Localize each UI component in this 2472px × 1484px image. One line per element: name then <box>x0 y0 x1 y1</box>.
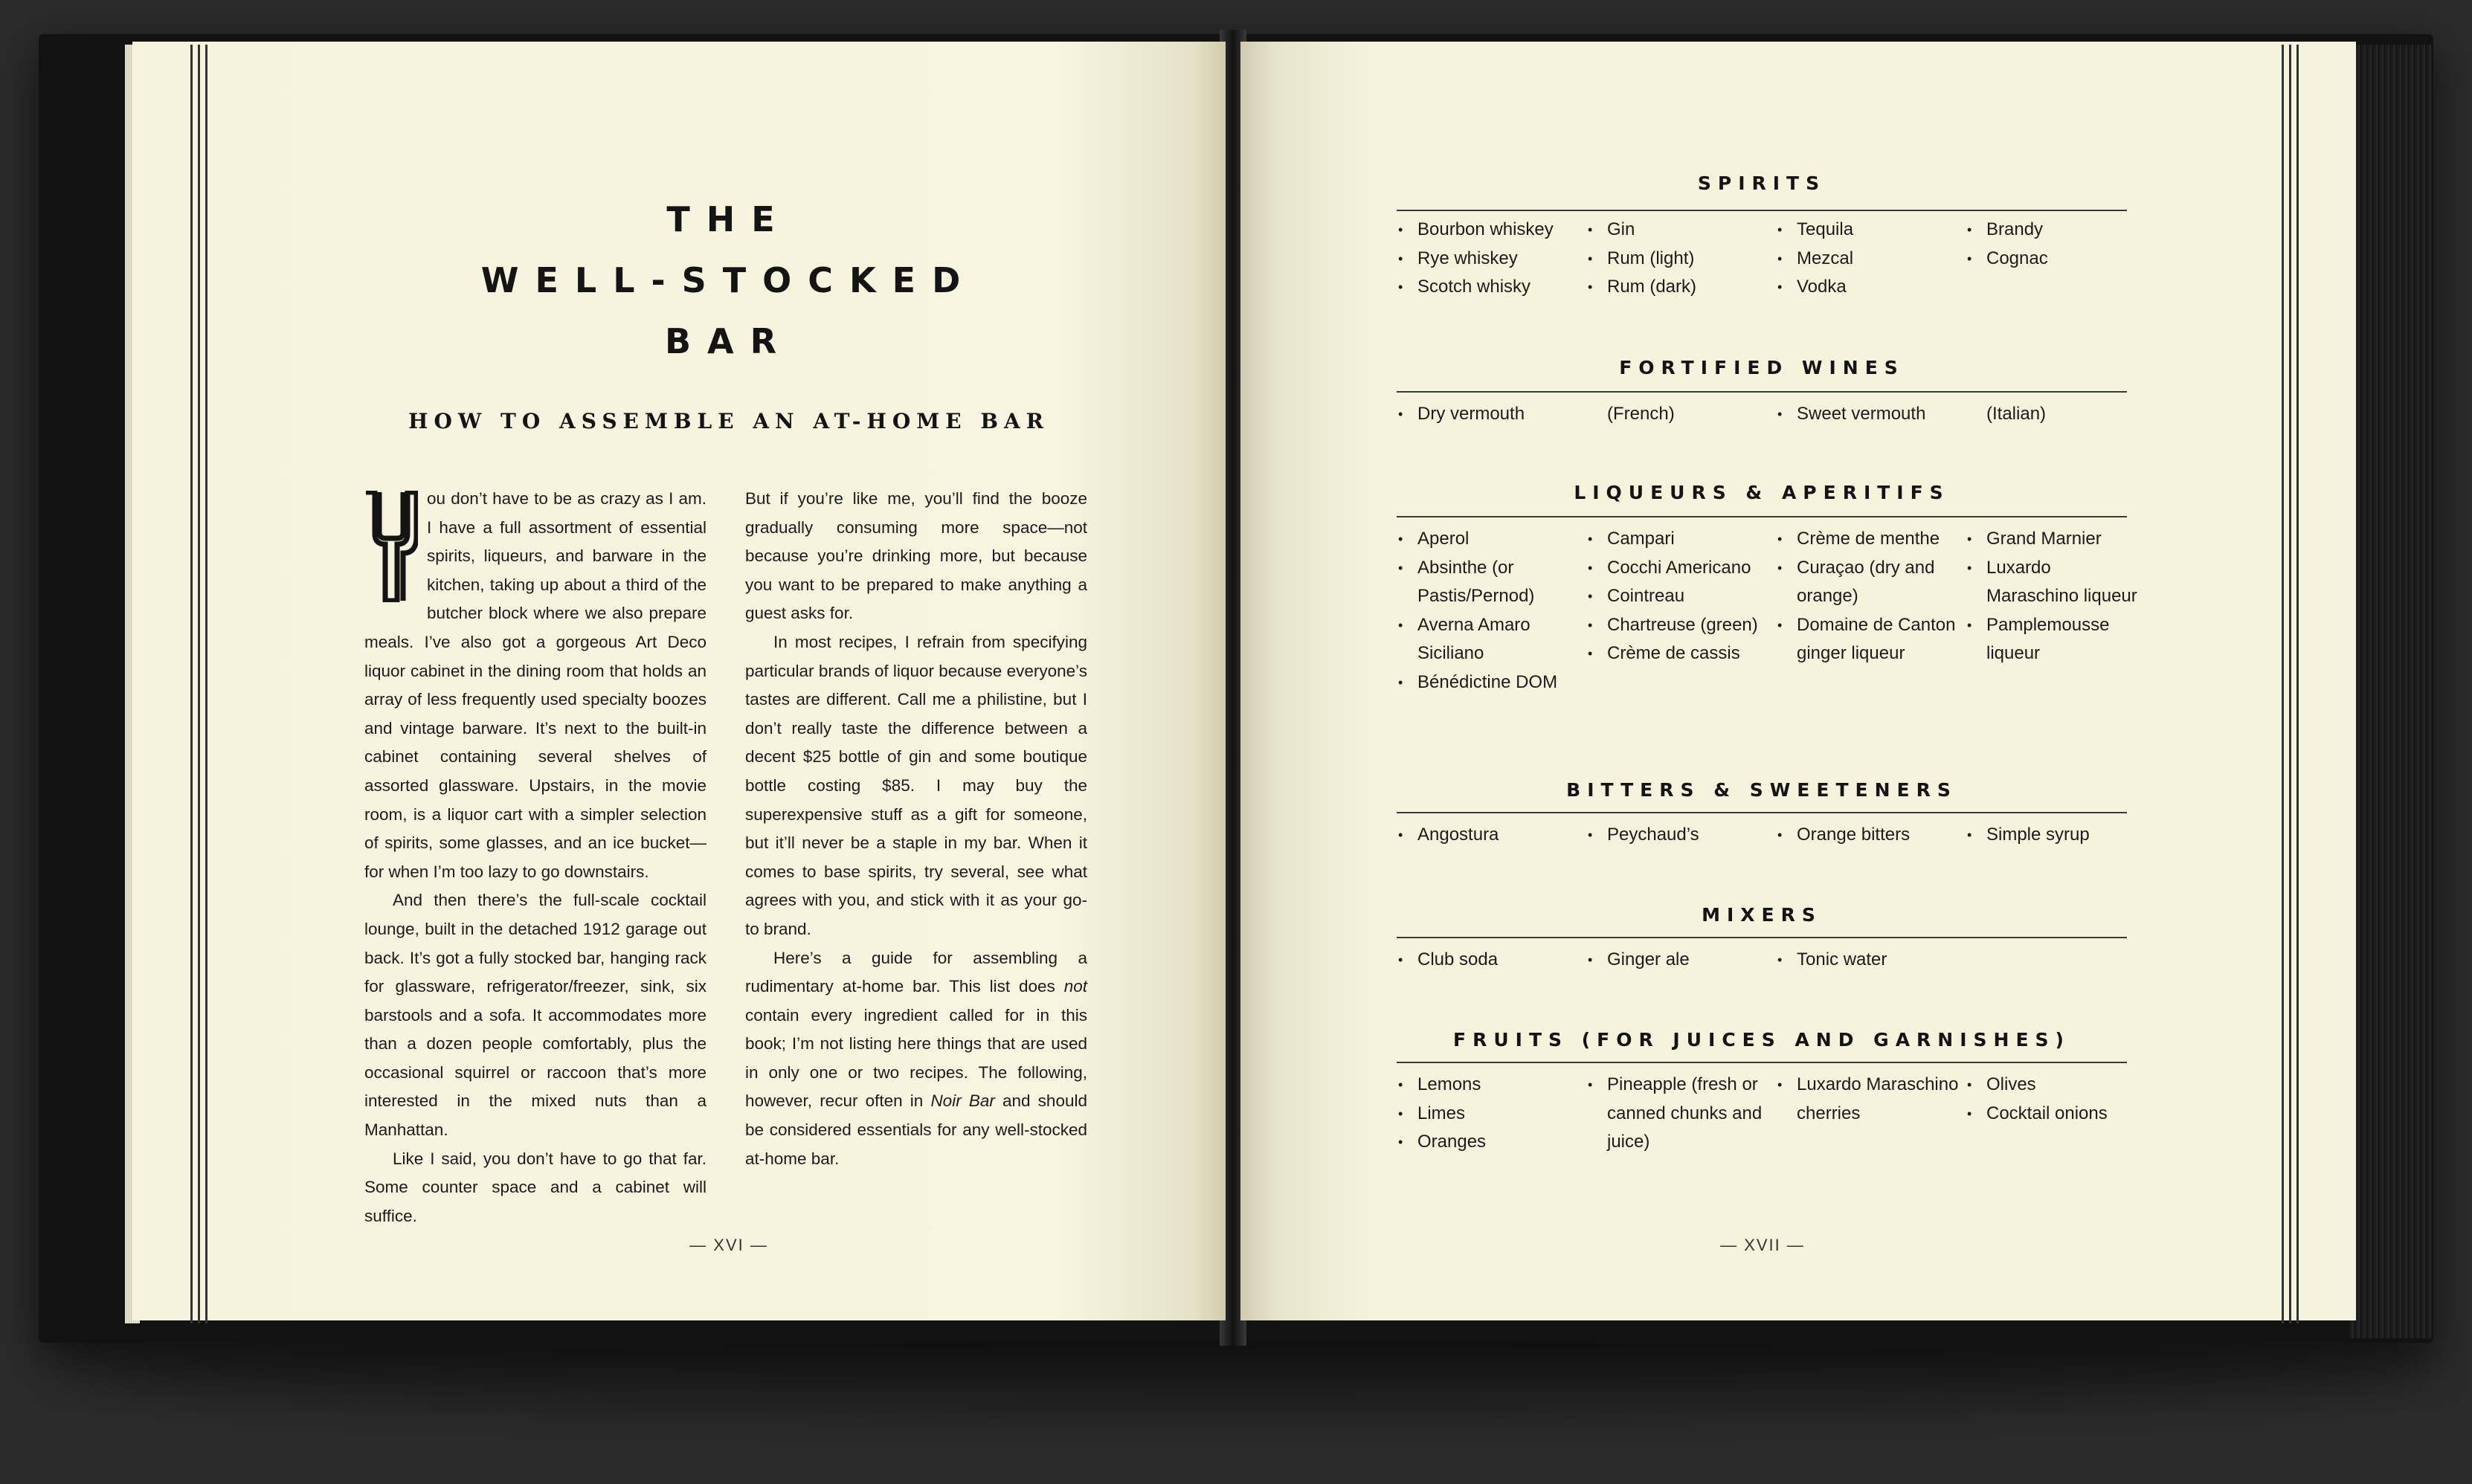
list-item: • Limes <box>1397 1100 1586 1129</box>
page-border-rule <box>2296 45 2299 1323</box>
page-number-right: — XVII — <box>1720 1236 1805 1254</box>
list-column <box>1966 946 2140 975</box>
section-rule <box>1397 516 2127 517</box>
page-border-rule <box>190 45 193 1323</box>
list-column <box>1397 946 1586 975</box>
list-item: • Luxardo Maraschino liqueur <box>1966 554 2140 611</box>
section-heading-bitters-sweeteners: BITTERS & SWEETENERS <box>1566 779 1957 801</box>
list-column <box>1966 525 2140 697</box>
chapter-subtitle: HOW TO ASSEMBLE AN AT-HOME BAR <box>408 409 1049 433</box>
list-item: • Luxardo Maraschino cherries <box>1776 1071 1966 1128</box>
page-border-rule <box>198 45 200 1323</box>
book-title-noir-bar: Noir Bar <box>930 1091 995 1111</box>
list-column <box>1586 525 1776 697</box>
list-item: • Pamplemousse liqueur <box>1966 611 2140 668</box>
section-rule <box>1397 1062 2127 1063</box>
section-rule <box>1397 937 2127 938</box>
list-column <box>1586 821 1776 850</box>
list-item: • Sweet vermouth <box>1776 400 1966 429</box>
list-column <box>1776 821 1966 850</box>
list-item: (Italian) <box>1986 404 2047 424</box>
list-item: • Scotch whisky <box>1397 273 1586 302</box>
section-heading-fruits: FRUITS (FOR JUICES AND GARNISHES) <box>1453 1029 2070 1051</box>
list-item: • Grand Marnier <box>1966 525 2140 554</box>
page-border-rule <box>2289 45 2291 1323</box>
list-column <box>1397 821 1586 850</box>
page-block-edge <box>2350 45 2432 1338</box>
list-column <box>1586 946 1776 975</box>
dropcap-y-ornament <box>364 491 418 602</box>
list-item: • Aperol <box>1397 525 1586 554</box>
section-rule <box>1397 210 2127 211</box>
list-bitters-sweeteners <box>1397 821 2140 850</box>
paragraph: Like I said, you don’t have to go that far. Some counter space and a cabinet will suffice. <box>364 1149 706 1225</box>
list-item: • Club soda <box>1397 946 1586 975</box>
body-column-1 <box>364 485 706 1230</box>
body-column-2 <box>745 485 1087 1173</box>
section-heading-fortified-wines: FORTIFIED WINES <box>1619 357 1905 378</box>
text-run: Here’s a guide for assembling a rudimentary at-home bar. This list does <box>745 948 1087 996</box>
list-item: • Curaçao (dry and orange) <box>1776 554 1966 611</box>
list-column <box>1776 400 1966 429</box>
list-column <box>1586 1071 1776 1157</box>
list-fruits <box>1397 1071 2140 1157</box>
chapter-title-line-2: WELL-STOCKED <box>480 260 977 300</box>
list-item: • Vodka <box>1776 273 1966 302</box>
list-column <box>1397 400 1586 429</box>
list-mixers <box>1397 946 2140 975</box>
list-column <box>1776 216 1966 302</box>
page-border-rule <box>205 45 207 1323</box>
chapter-title-line-3: BAR <box>664 321 794 361</box>
list-item: • Tequila <box>1776 216 1966 245</box>
paragraph: In most recipes, I refrain from specifying particular brands of liquor because everyone’s tastes are different. Call me a philistine, but I don’t really taste the difference between a decent $25 bottle of gin and some boutique bottle costing $85. I may buy the superexpensive stuff as a gift for someone, but it’ll never be a staple in my bar. When it comes to base spirits, try several, see what agrees with you, and stick with it as your go-to brand. <box>745 632 1087 938</box>
list-item: • Cocktail onions <box>1966 1100 2140 1129</box>
list-column <box>1776 525 1966 697</box>
list-column <box>1397 1071 1586 1157</box>
list-column <box>1776 1071 1966 1157</box>
list-item: • Cointreau <box>1586 582 1776 611</box>
list-fortified-wines <box>1397 400 2140 429</box>
list-item: • Absinthe (or Pastis/Pernod) <box>1397 554 1586 611</box>
list-item: • Cognac <box>1966 245 2140 274</box>
list-item: • Averna Amaro Siciliano <box>1397 611 1586 668</box>
list-item: • Campari <box>1586 525 1776 554</box>
paragraph: But if you’re like me, you’ll find the booze gradually consuming more space—not because you’re drinking more, but because you want to be prepared to make anything a guest asks for. <box>745 489 1087 623</box>
list-column <box>1966 1071 2140 1157</box>
section-heading-mixers: MIXERS <box>1702 904 1822 926</box>
page-number-left: — XVI — <box>689 1236 768 1254</box>
list-item: • Rum (light) <box>1586 245 1776 274</box>
list-column <box>1397 525 1586 697</box>
paragraph-guide <box>745 944 1087 1174</box>
list-item: • Domaine de Canton ginger liqueur <box>1776 611 1966 668</box>
paragraph: And then there’s the full-scale cocktail lounge, built in the detached 1912 garage out back. It’s got a fully stocked bar, hanging rack for glassware, refrigerator/freezer, sink, six barstools and a sofa. It accommodates more than a dozen people comfortably, plus the occasional squirrel or raccoon that’s more interested in the mixed nuts than a Manhattan. <box>364 891 706 1140</box>
list-column <box>1966 821 2140 850</box>
list-item: • Brandy <box>1966 216 2140 245</box>
section-heading-liqueurs-aperitifs: LIQUEURS & APERITIFS <box>1574 482 1950 503</box>
list-item: • Simple syrup <box>1966 821 2140 850</box>
text-run: and should be considered essentials for any well-stocked at-home bar. <box>745 1091 1087 1168</box>
list-item: • Pineapple (fresh or canned chunks and juice) <box>1586 1071 1776 1157</box>
chapter-title-line-1: THE <box>666 199 791 239</box>
list-item: • Olives <box>1966 1071 2140 1100</box>
list-item: • Orange bitters <box>1776 821 1966 850</box>
list-item: • Mezcal <box>1776 245 1966 274</box>
list-item: • Crème de cassis <box>1586 639 1776 668</box>
list-column <box>1586 216 1776 302</box>
list-item: • Bourbon whiskey <box>1397 216 1586 245</box>
section-heading-spirits: SPIRITS <box>1697 172 1826 194</box>
list-column <box>1966 216 2140 302</box>
section-rule <box>1397 812 2127 813</box>
paragraph: ou don’t have to be as crazy as I am. I have a full assortment of essential spirits, liqueurs, and barware in the kitchen, taking up about a third of the butcher block where we also prepare meals. I’ve also got a gorgeous Art Deco liquor cabinet in the dining room that holds an array of less frequently used specialty boozes and vintage barware. It’s next to the built-in cabinet containing several shelves of assorted glassware. Upstairs, in the movie room, is a liquor cart with a simpler selection of spirits, some glasses, and an ice bucket—for when I’m too lazy to go downstairs. <box>364 489 706 881</box>
list-column <box>1586 400 1776 429</box>
list-item: • Bénédictine DOM <box>1397 668 1586 697</box>
list-item: • Rye whiskey <box>1397 245 1586 274</box>
list-item: • Cocchi Americano <box>1586 554 1776 583</box>
list-item: • Crème de menthe <box>1776 525 1966 554</box>
list-item: • Tonic water <box>1776 946 1966 975</box>
list-item: • Dry vermouth <box>1397 400 1586 429</box>
list-item: • Rum (dark) <box>1586 273 1776 302</box>
list-spirits <box>1397 216 2140 302</box>
list-item: • Peychaud’s <box>1586 821 1776 850</box>
list-item: • Gin <box>1586 216 1776 245</box>
list-item: • Oranges <box>1397 1128 1586 1157</box>
list-item: • Ginger ale <box>1586 946 1776 975</box>
list-item: • Angostura <box>1397 821 1586 850</box>
section-rule <box>1397 391 2127 393</box>
list-column <box>1397 216 1586 302</box>
emphasis-not: not <box>1063 977 1087 996</box>
list-column <box>1776 946 1966 975</box>
list-item: • Chartreuse (green) <box>1586 611 1776 640</box>
list-item: • Lemons <box>1397 1071 1586 1100</box>
list-item: (French) <box>1607 404 1675 424</box>
text-run: contain every ingredient called for in this book; I’m not listing here things that are used in only one or two recipes. The following, however, recur often in <box>745 1005 1087 1111</box>
page-border-rule <box>2282 45 2284 1323</box>
list-column <box>1966 400 2140 429</box>
list-liqueurs-aperitifs <box>1397 525 2140 697</box>
